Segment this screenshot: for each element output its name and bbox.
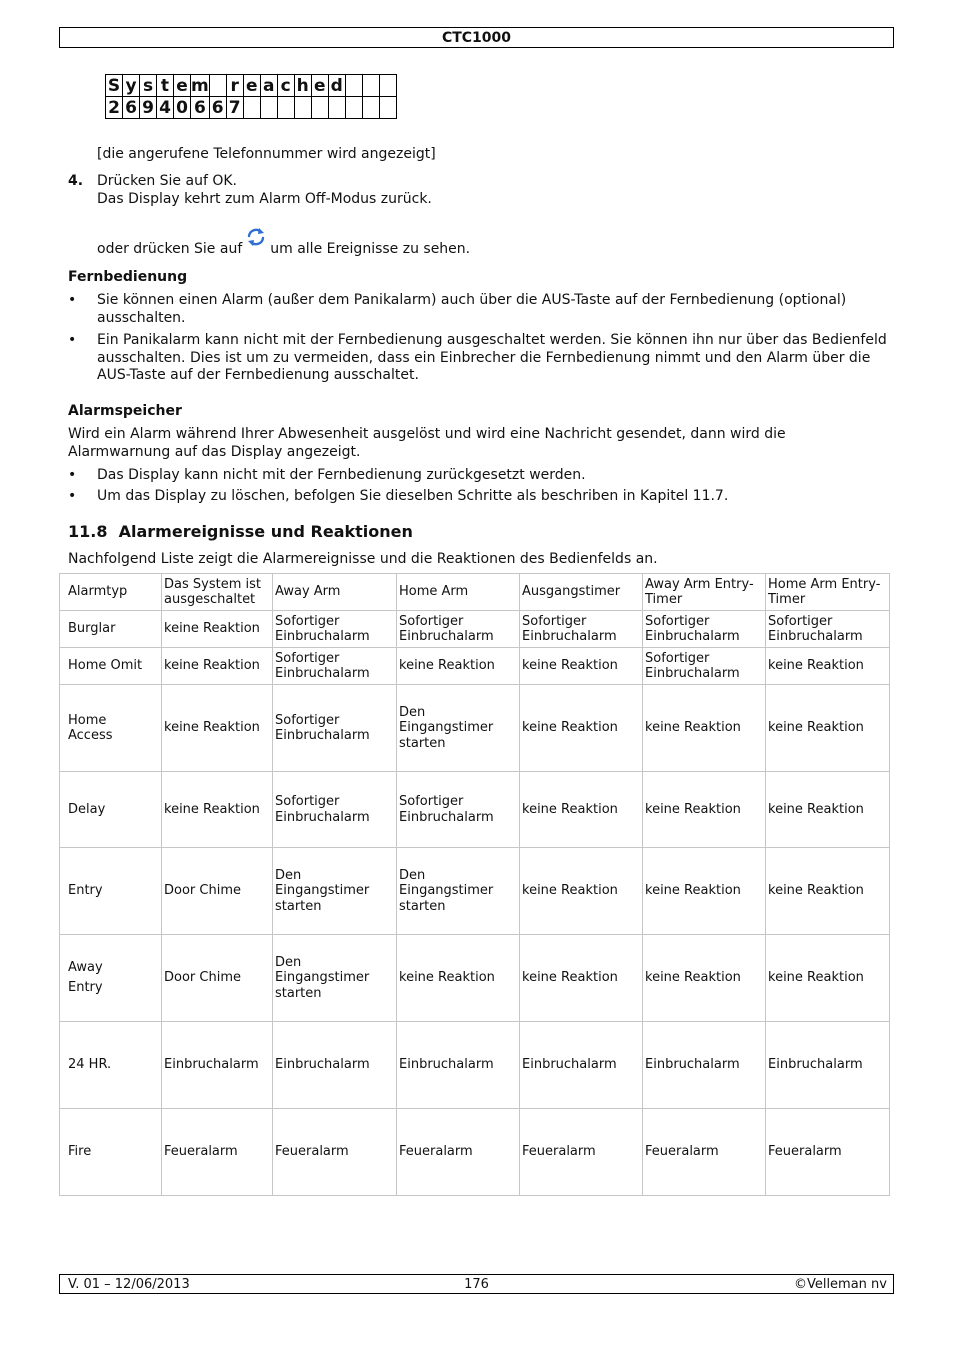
- lcd-row-1: [106, 75, 397, 97]
- lcd-cell: h: [294, 75, 311, 97]
- heading-alarmspeicher: Alarmspeicher: [68, 403, 182, 419]
- lcd-cell: e: [174, 75, 191, 97]
- lcd-cell: c: [277, 75, 294, 97]
- table-cell: Fire: [60, 1109, 162, 1196]
- lcd-cell: 7: [226, 97, 243, 119]
- table-row: [60, 611, 890, 648]
- lcd-cell: r: [226, 75, 243, 97]
- table-cell-text: Den Eingangstimer starten: [399, 704, 494, 751]
- lcd-cell: [277, 97, 294, 119]
- table-cell: Sofortiger Einbruchalarm: [643, 648, 766, 685]
- table-header-cell: Home Arm: [397, 574, 520, 611]
- lcd-cell: t: [157, 75, 174, 97]
- heading-fernbedienung: Fernbedienung: [68, 269, 188, 285]
- lcd-cell: [379, 97, 396, 119]
- phone-number-note: [die angerufene Telefonnummer wird angezeigt]: [97, 146, 436, 162]
- table-cell: Feueralarm: [643, 1109, 766, 1196]
- table-cell: Feueralarm: [397, 1109, 520, 1196]
- table-cell: keine Reaktion: [766, 935, 890, 1022]
- table-row: [60, 935, 890, 1022]
- step-line-1: Drücken Sie auf OK.: [97, 173, 237, 189]
- table-cell: Sofortiger Einbruchalarm: [273, 772, 397, 848]
- lcd-cell: [243, 97, 260, 119]
- table-cell: keine Reaktion: [766, 772, 890, 848]
- table-cell: Einbruchalarm: [643, 1022, 766, 1109]
- lcd-cell: 6: [191, 97, 210, 119]
- table-cell: [397, 685, 520, 772]
- section-title: Alarmereignisse und Reaktionen: [118, 522, 413, 541]
- refresh-icon: [245, 233, 267, 261]
- memory-intro: Wird ein Alarm während Ihrer Abwesenheit ausgelöst und wird eine Nachricht gesendet, dann wird die Alarmwarnung auf das Display angezeigt.: [68, 426, 786, 460]
- lcd-cell: [379, 75, 396, 97]
- table-cell-text: Den Eingangstimer starten: [275, 867, 370, 914]
- lcd-cell: 9: [140, 97, 157, 119]
- table-header-cell: Home Arm Entry-Timer: [766, 574, 890, 611]
- table-cell: Delay: [60, 772, 162, 848]
- table-cell: Sofortiger Einbruchalarm: [520, 611, 643, 648]
- lcd-cell: 4: [157, 97, 174, 119]
- table-cell: Sofortiger Einbruchalarm: [766, 611, 890, 648]
- section-number: 11.8: [68, 522, 108, 541]
- bullet-dot: •: [68, 488, 77, 504]
- table-cell: keine Reaktion: [766, 648, 890, 685]
- table-cell-text: Home Access: [68, 712, 113, 743]
- table-header-cell: Das System ist ausgeschaltet: [162, 574, 273, 611]
- lcd-cell: d: [328, 75, 345, 97]
- table-row: [60, 1109, 890, 1196]
- lcd-cell: 0: [174, 97, 191, 119]
- table-cell: Sofortiger Einbruchalarm: [643, 611, 766, 648]
- table-cell-text: Away Entry: [68, 960, 103, 995]
- table-row: [60, 1022, 890, 1109]
- lcd-cell: a: [260, 75, 277, 97]
- bullet-dot: •: [68, 332, 77, 348]
- table-cell: keine Reaktion: [643, 772, 766, 848]
- remote-bullet-2: Ein Panikalarm kann nicht mit der Fernbedienung ausgeschaltet werden. Sie können ihn nur über das Bedienfeld ausschalten. Dies ist um zu vermeiden, dass ein Einbrecher die Fernbedienung nimmt und den Alarm über die AUS-Taste auf der Fernbedienung ausschaltet.: [97, 332, 887, 383]
- table-cell: Sofortiger Einbruchalarm: [397, 772, 520, 848]
- step-line-3-pre: oder drücken Sie auf: [97, 241, 243, 257]
- table-cell: Home Omit: [60, 648, 162, 685]
- table-cell: Einbruchalarm: [520, 1022, 643, 1109]
- memory-bullet-1: Das Display kann nicht mit der Fernbedienung zurückgesetzt werden.: [97, 467, 586, 483]
- table-cell: keine Reaktion: [766, 848, 890, 935]
- page-footer: [59, 1274, 894, 1294]
- lcd-cell: m: [191, 75, 209, 96]
- table-cell: keine Reaktion: [520, 648, 643, 685]
- table-cell: Feueralarm: [520, 1109, 643, 1196]
- lcd-cell: [260, 97, 277, 119]
- table-cell: Feueralarm: [273, 1109, 397, 1196]
- lcd-cell: [209, 75, 226, 97]
- lcd-cell: 6: [123, 97, 140, 119]
- step-line-2: Das Display kehrt zum Alarm Off-Modus zurück.: [97, 191, 432, 207]
- table-cell: keine Reaktion: [162, 648, 273, 685]
- table-cell-text: Den Eingangstimer starten: [399, 867, 494, 914]
- table-cell: keine Reaktion: [643, 935, 766, 1022]
- table-cell: Einbruchalarm: [273, 1022, 397, 1109]
- step-line-3-post: um alle Ereignisse zu sehen.: [270, 241, 471, 257]
- table-cell: Sofortiger Einbruchalarm: [273, 685, 397, 772]
- table-cell: keine Reaktion: [520, 848, 643, 935]
- table-cell: keine Reaktion: [162, 611, 273, 648]
- lcd-cell: S: [106, 75, 123, 97]
- table-header-cell: Alarmtyp: [60, 574, 162, 611]
- lcd-cell: s: [140, 75, 157, 97]
- table-header-cell: Away Arm Entry-Timer: [643, 574, 766, 611]
- table-cell: keine Reaktion: [766, 685, 890, 772]
- table-cell: keine Reaktion: [162, 685, 273, 772]
- table-cell: Entry: [60, 848, 162, 935]
- table-cell: Burglar: [60, 611, 162, 648]
- table-cell: Sofortiger Einbruchalarm: [273, 648, 397, 685]
- lcd-cell: [311, 97, 328, 119]
- table-cell: Feueralarm: [162, 1109, 273, 1196]
- table-header-row: [60, 574, 890, 611]
- remote-bullet-1: Sie können einen Alarm (außer dem Panikalarm) auch über die AUS-Taste auf der Fernbedienung (optional) ausschalten.: [97, 292, 847, 326]
- section-heading: [68, 522, 413, 541]
- table-cell: [397, 848, 520, 935]
- table-cell: Sofortiger Einbruchalarm: [273, 611, 397, 648]
- table-cell: keine Reaktion: [397, 648, 520, 685]
- table-header-cell: Ausgangstimer: [520, 574, 643, 611]
- table-cell: keine Reaktion: [397, 935, 520, 1022]
- table-cell: keine Reaktion: [643, 848, 766, 935]
- bullet-dot: •: [68, 292, 77, 308]
- step-number: 4.: [68, 173, 84, 189]
- lcd-cell: 6: [209, 97, 226, 119]
- table-cell: keine Reaktion: [643, 685, 766, 772]
- step-line-3: [97, 233, 470, 261]
- lcd-cell: [362, 75, 379, 97]
- table-cell: [273, 848, 397, 935]
- table-cell: keine Reaktion: [520, 685, 643, 772]
- footer-version: V. 01 – 12/06/2013: [68, 1277, 190, 1292]
- lcd-cell: [328, 97, 345, 119]
- table-cell: Einbruchalarm: [766, 1022, 890, 1109]
- table-cell: [273, 935, 397, 1022]
- lcd-row-2: [106, 97, 397, 119]
- table-cell: [60, 935, 162, 1022]
- table-row: [60, 848, 890, 935]
- memory-bullet-2: Um das Display zu löschen, befolgen Sie dieselben Schritte als beschriben in Kapitel 11.7.: [97, 488, 729, 504]
- lcd-display: [105, 74, 397, 119]
- bullet-dot: •: [68, 467, 77, 483]
- alarm-events-table: [59, 573, 890, 1196]
- table-cell: keine Reaktion: [520, 772, 643, 848]
- lcd-cell: [362, 97, 379, 119]
- table-cell: Sofortiger Einbruchalarm: [397, 611, 520, 648]
- footer-copyright: ©Velleman nv: [793, 1277, 887, 1292]
- table-row: [60, 685, 890, 772]
- lcd-cell: y: [123, 75, 140, 97]
- lcd-cell: 2: [106, 97, 123, 119]
- lcd-cell: [345, 75, 362, 97]
- section-intro: Nachfolgend Liste zeigt die Alarmereignisse und die Reaktionen des Bedienfelds an.: [68, 551, 658, 567]
- table-cell-text: Den Eingangstimer starten: [275, 954, 370, 1001]
- lcd-cell: [345, 97, 362, 119]
- table-cell: Door Chime: [162, 935, 273, 1022]
- table-cell: keine Reaktion: [162, 772, 273, 848]
- table-row: [60, 772, 890, 848]
- lcd-cell: e: [311, 75, 328, 97]
- table-cell: Door Chime: [162, 848, 273, 935]
- table-cell: keine Reaktion: [520, 935, 643, 1022]
- page-header-title: CTC1000: [59, 27, 894, 48]
- table-cell: 24 HR.: [60, 1022, 162, 1109]
- table-header-cell: Away Arm: [273, 574, 397, 611]
- footer-page-number: 176: [464, 1277, 489, 1292]
- table-cell: [60, 685, 162, 772]
- table-cell: Einbruchalarm: [397, 1022, 520, 1109]
- lcd-cell: [294, 97, 311, 119]
- table-cell: Feueralarm: [766, 1109, 890, 1196]
- table-cell: Einbruchalarm: [162, 1022, 273, 1109]
- table-row: [60, 648, 890, 685]
- lcd-cell: e: [243, 75, 260, 97]
